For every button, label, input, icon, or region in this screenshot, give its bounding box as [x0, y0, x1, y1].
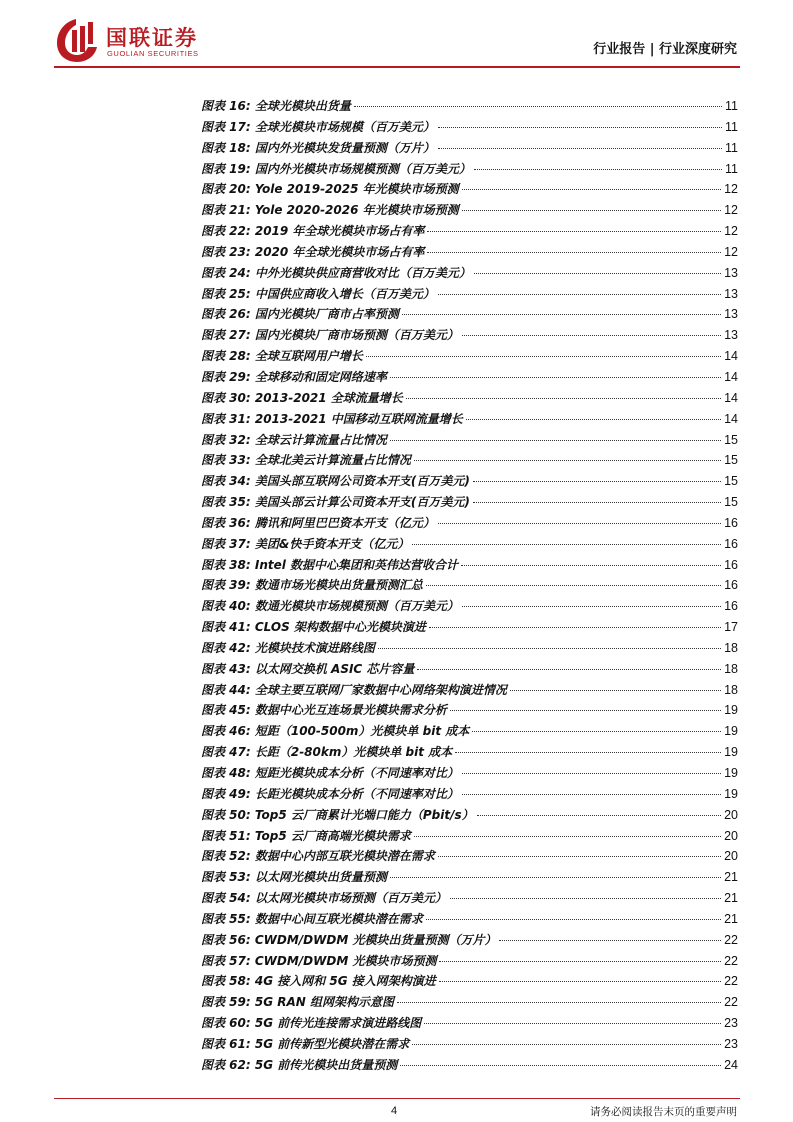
toc-entry[interactable] [201, 764, 738, 785]
toc-leader-dots [474, 169, 722, 170]
toc-leader-dots [462, 606, 721, 607]
toc-entry-page[interactable]: 22 [724, 974, 738, 989]
toc-entry-page[interactable]: 17 [724, 620, 738, 635]
toc-entry-page[interactable]: 22 [724, 953, 738, 968]
toc-entry[interactable] [201, 681, 738, 702]
toc-leader-dots [461, 565, 721, 566]
toc-entry-label[interactable]: 图表 48: 短距光模块成本分析（不同速率对比） [201, 766, 459, 780]
toc-leader-dots [406, 398, 721, 399]
toc-entry[interactable] [201, 931, 738, 952]
toc-entry[interactable] [201, 410, 738, 431]
toc-entry[interactable] [201, 118, 738, 139]
toc-entry[interactable] [201, 701, 738, 722]
toc-entry-label[interactable]: 图表 54: 以太网光模块市场预测（百万美元） [201, 891, 447, 906]
toc-entry-page[interactable]: 23 [724, 1036, 738, 1051]
toc-entry-label[interactable]: 图表 49: 长距光模块成本分析（不同速率对比） [201, 786, 459, 801]
toc-leader-dots [427, 252, 721, 253]
toc-entry-label[interactable]: 图表 51: Top5 云厂商高端光模块需求 [201, 828, 411, 843]
toc-leader-dots [414, 460, 721, 461]
toc-entry-label[interactable]: 图表 27: 国内光模块厂商市场预测（百万美元） [201, 328, 459, 343]
toc-entry-label[interactable]: 图表 34: 美国头部互联网公司资本开支(百万美元) [201, 474, 470, 489]
toc-entry-page[interactable]: 11 [725, 119, 738, 134]
toc-leader-dots [390, 877, 721, 878]
toc-entry[interactable] [201, 139, 738, 160]
toc-leader-dots [499, 940, 721, 941]
toc-entry-label[interactable]: 图表 21: Yole 2020-2026 年光模块市场预测 [201, 203, 459, 218]
toc-entry[interactable] [201, 868, 738, 889]
toc-entry-label[interactable]: 图表 19: 国内外光模块市场规模预测（百万美元） [201, 161, 471, 176]
toc-entry-page[interactable]: 16 [724, 515, 738, 530]
toc-entry-page[interactable]: 13 [724, 307, 738, 322]
toc-entry-label[interactable]: 图表 29: 全球移动和固定网络速率 [201, 369, 387, 384]
toc-entry[interactable] [201, 556, 738, 577]
toc-entry-page[interactable]: 16 [724, 536, 738, 551]
brand-name-en: GUOLIAN SECURITIES [107, 49, 199, 58]
toc-leader-dots [462, 335, 721, 336]
toc-entry-page[interactable]: 22 [724, 995, 738, 1010]
toc-entry[interactable] [201, 285, 738, 306]
toc-entry-page[interactable]: 19 [724, 786, 738, 801]
toc-entry[interactable] [201, 827, 738, 848]
toc-entry-label[interactable]: 图表 38: Intel 数据中心集团和英伟达营收合计 [201, 557, 459, 572]
toc-entry-label[interactable]: 图表 43: 以太网交换机 ASIC 芯片容量 [201, 661, 415, 676]
toc-leader-dots [439, 961, 721, 962]
toc-entry-label[interactable]: 图表 41: CLOS 架构数据中心光模块演进 [201, 620, 426, 635]
toc-leader-dots [462, 210, 721, 211]
toc-entry-label[interactable]: 图表 62: 5G 前传光模块出货量预测 [201, 1057, 398, 1072]
toc-entry-label[interactable]: 图表 52: 数据中心内部互联光模块潜在需求 [201, 849, 435, 864]
toc-entry[interactable] [201, 264, 738, 285]
toc-entry[interactable] [201, 618, 738, 639]
toc-entry-page[interactable]: 19 [724, 724, 738, 739]
toc-entry-page[interactable]: 21 [724, 911, 738, 926]
toc-entry-label[interactable]: 图表 32: 全球云计算流量占比情况 [201, 432, 387, 447]
toc-leader-dots [390, 440, 721, 441]
toc-entry-page[interactable]: 14 [724, 411, 738, 426]
toc-entry-label[interactable]: 图表 36: 腾讯和阿里巴巴资本开支（亿元） [201, 515, 435, 530]
toc-entry-page[interactable]: 18 [724, 682, 738, 697]
toc-entry-page[interactable]: 18 [724, 640, 738, 655]
toc-entry-label[interactable]: 图表 22: 2019 年全球光模块市场占有率 [201, 224, 425, 239]
footer-disclaimer: 请务必阅读报告末页的重要声明 [590, 1106, 737, 1118]
toc-leader-dots [426, 585, 721, 586]
toc-entry-label[interactable]: 图表 35: 美国头部云计算公司资本开支(百万美元) [201, 495, 470, 510]
toc-entry-label[interactable]: 图表 60: 5G 前传光连接需求演进路线图 [201, 1016, 422, 1031]
toc-entry-page[interactable]: 14 [724, 349, 738, 364]
toc-entry[interactable] [201, 243, 738, 264]
toc-entry-label[interactable]: 图表 42: 光模块技术演进路线图 [201, 640, 375, 655]
toc-leader-dots [473, 481, 721, 482]
toc-entry-label[interactable]: 图表 59: 5G RAN 组网架构示意图 [201, 995, 394, 1010]
toc-entry[interactable] [201, 472, 738, 493]
toc-entry-label[interactable]: 图表 58: 4G 接入网和 5G 接入网架构演进 [201, 974, 436, 989]
toc-entry-page[interactable]: 18 [724, 661, 738, 676]
toc-leader-dots [450, 898, 721, 899]
toc-entry[interactable] [201, 431, 738, 452]
toc-leader-dots [412, 1044, 721, 1045]
figure-list [201, 97, 738, 1077]
toc-entry-page[interactable]: 15 [724, 432, 738, 447]
toc-entry-page[interactable]: 16 [724, 578, 738, 593]
toc-entry-label[interactable]: 图表 44: 全球主要互联网厂家数据中心网络架构演进情况 [201, 682, 507, 697]
toc-leader-dots [438, 127, 722, 128]
footer-divider [54, 1098, 740, 1099]
toc-entry-label[interactable]: 图表 37: 美团&快手资本开支（亿元） [201, 536, 410, 551]
toc-leader-dots [439, 981, 721, 982]
toc-entry-page[interactable]: 12 [724, 203, 738, 218]
toc-leader-dots [438, 148, 722, 149]
toc-leader-dots [400, 1065, 721, 1066]
toc-leader-dots [510, 690, 721, 691]
toc-entry-label[interactable]: 图表 53: 以太网光模块出货量预测 [201, 870, 387, 885]
toc-entry[interactable] [201, 1056, 738, 1077]
toc-entry-label[interactable]: 图表 33: 全球北美云计算流量占比情况 [201, 453, 411, 468]
toc-entry[interactable] [201, 160, 738, 181]
toc-entry[interactable] [201, 785, 738, 806]
toc-entry[interactable] [201, 201, 738, 222]
toc-entry[interactable] [201, 347, 738, 368]
header-divider [54, 66, 740, 68]
toc-entry-page[interactable]: 15 [724, 495, 738, 510]
toc-entry[interactable] [201, 660, 738, 681]
toc-entry[interactable] [201, 1035, 738, 1056]
toc-entry-page[interactable]: 21 [724, 870, 738, 885]
toc-entry-page[interactable]: 13 [724, 265, 738, 280]
toc-leader-dots [429, 627, 721, 628]
toc-entry-page[interactable]: 20 [724, 828, 738, 843]
toc-leader-dots [354, 106, 722, 107]
toc-entry[interactable] [201, 535, 738, 556]
toc-entry-label[interactable]: 图表 46: 短距（100-500m）光模块单 bit 成本 [201, 724, 470, 739]
toc-entry-label[interactable]: 图表 55: 数据中心间互联光模块潜在需求 [201, 911, 423, 926]
toc-entry-page[interactable]: 14 [724, 390, 738, 405]
toc-entry-label[interactable]: 图表 28: 全球互联网用户增长 [201, 349, 363, 364]
toc-entry[interactable] [201, 576, 738, 597]
toc-leader-dots [466, 419, 721, 420]
toc-leader-dots [397, 1002, 721, 1003]
toc-entry-page[interactable]: 23 [724, 1016, 738, 1031]
toc-entry-label[interactable]: 图表 40: 数通光模块市场规模预测（百万美元） [201, 599, 459, 614]
toc-entry-label[interactable]: 图表 17: 全球光模块市场规模（百万美元） [201, 119, 435, 134]
toc-leader-dots [438, 294, 721, 295]
toc-entry-page[interactable]: 22 [724, 932, 738, 947]
toc-entry-page[interactable]: 15 [724, 474, 738, 489]
report-type: 行业报告 | 行业深度研究 [593, 42, 737, 57]
toc-entry-page[interactable]: 19 [724, 745, 738, 760]
toc-entry-label[interactable]: 图表 24: 中外光模块供应商营收对比（百万美元） [201, 265, 471, 280]
toc-entry-label[interactable]: 图表 39: 数通市场光模块出货量预测汇总 [201, 578, 423, 593]
toc-leader-dots [438, 523, 721, 524]
toc-entry-label[interactable]: 图表 61: 5G 前传新型光模块潜在需求 [201, 1036, 410, 1051]
toc-entry[interactable] [201, 972, 738, 993]
guolian-logo [54, 16, 254, 64]
toc-entry-label[interactable]: 图表 20: Yole 2019-2025 年光模块市场预测 [201, 182, 459, 197]
toc-entry[interactable] [201, 910, 738, 931]
toc-entry-page[interactable]: 16 [724, 599, 738, 614]
toc-entry[interactable] [201, 993, 738, 1014]
toc-entry[interactable] [201, 222, 738, 243]
toc-entry[interactable] [201, 1014, 738, 1035]
toc-entry[interactable] [201, 97, 738, 118]
toc-entry-page[interactable]: 12 [724, 244, 738, 259]
toc-entry[interactable] [201, 305, 738, 326]
toc-entry[interactable] [201, 952, 738, 973]
toc-entry-label[interactable]: 图表 50: Top5 云厂商累计光端口能力（Pbit/s） [201, 807, 474, 822]
toc-entry-label[interactable]: 图表 47: 长距（2-80km）光模块单 bit 成本 [201, 745, 453, 760]
toc-leader-dots [424, 1023, 721, 1024]
toc-entry-page[interactable]: 24 [724, 1057, 738, 1072]
toc-entry-label[interactable]: 图表 16: 全球光模块出货量 [201, 99, 351, 113]
toc-leader-dots [414, 836, 721, 837]
toc-entry[interactable] [201, 639, 738, 660]
brand-name-cn: 国联证券 [106, 26, 198, 50]
toc-entry[interactable] [201, 514, 738, 535]
toc-entry-page[interactable]: 13 [724, 286, 738, 301]
toc-leader-dots [474, 273, 721, 274]
toc-entry-page[interactable]: 20 [724, 849, 738, 864]
toc-entry[interactable] [201, 597, 738, 618]
toc-entry-page[interactable]: 13 [724, 328, 738, 343]
toc-leader-dots [455, 752, 721, 753]
toc-entry[interactable] [201, 389, 738, 410]
toc-entry-page[interactable]: 19 [724, 766, 738, 780]
toc-entry-page[interactable]: 11 [725, 161, 738, 176]
toc-leader-dots [438, 856, 721, 857]
toc-entry[interactable] [201, 493, 738, 514]
toc-entry-label[interactable]: 图表 25: 中国供应商收入增长（百万美元） [201, 286, 435, 301]
toc-entry-page[interactable]: 16 [724, 557, 738, 572]
toc-leader-dots [402, 314, 721, 315]
toc-entry[interactable] [201, 368, 738, 389]
toc-entry-label[interactable]: 图表 31: 2013-2021 中国移动互联网流量增长 [201, 411, 463, 426]
guolian-logo-icon [54, 16, 100, 64]
toc-entry-label[interactable]: 图表 26: 国内光模块厂商市占率预测 [201, 307, 399, 322]
toc-entry-label[interactable]: 图表 56: CWDM/DWDM 光模块出货量预测（万片） [201, 932, 497, 947]
toc-leader-dots [462, 794, 721, 795]
toc-leader-dots [462, 189, 721, 190]
toc-leader-dots [417, 669, 721, 670]
toc-leader-dots [462, 773, 721, 774]
toc-entry[interactable] [201, 722, 738, 743]
toc-entry-page[interactable]: 15 [724, 453, 738, 468]
toc-entry-page[interactable]: 11 [725, 140, 738, 155]
toc-leader-dots [477, 815, 721, 816]
toc-leader-dots [378, 648, 721, 649]
toc-leader-dots [412, 544, 721, 545]
toc-entry[interactable] [201, 806, 738, 827]
toc-entry-label[interactable]: 图表 30: 2013-2021 全球流量增长 [201, 390, 403, 405]
toc-entry[interactable] [201, 743, 738, 764]
page-number: 4 [391, 1105, 398, 1117]
toc-entry-label[interactable]: 图表 45: 数据中心光互连场景光模块需求分析 [201, 703, 447, 718]
toc-entry-label[interactable]: 图表 57: CWDM/DWDM 光模块市场预测 [201, 953, 437, 968]
toc-entry-label[interactable]: 图表 23: 2020 年全球光模块市场占有率 [201, 244, 425, 259]
toc-entry-page[interactable]: 14 [724, 369, 738, 384]
toc-leader-dots [390, 377, 721, 378]
page-header [0, 0, 793, 80]
toc-entry[interactable] [201, 180, 738, 201]
toc-entry[interactable] [201, 451, 738, 472]
toc-leader-dots [473, 502, 721, 503]
toc-entry-label[interactable]: 图表 18: 国内外光模块发货量预测（万片） [201, 140, 435, 155]
toc-leader-dots [426, 919, 721, 920]
toc-leader-dots [366, 356, 721, 357]
toc-entry-page[interactable]: 11 [725, 99, 738, 113]
toc-leader-dots [450, 710, 721, 711]
toc-entry[interactable] [201, 326, 738, 347]
toc-entry[interactable] [201, 847, 738, 868]
toc-entry-page[interactable]: 12 [724, 182, 738, 197]
toc-entry-page[interactable]: 19 [724, 703, 738, 718]
toc-entry-page[interactable]: 12 [724, 224, 738, 239]
toc-leader-dots [427, 231, 721, 232]
toc-entry-page[interactable]: 21 [724, 891, 738, 906]
toc-entry[interactable] [201, 889, 738, 910]
toc-leader-dots [472, 731, 721, 732]
toc-entry-page[interactable]: 20 [724, 807, 738, 822]
